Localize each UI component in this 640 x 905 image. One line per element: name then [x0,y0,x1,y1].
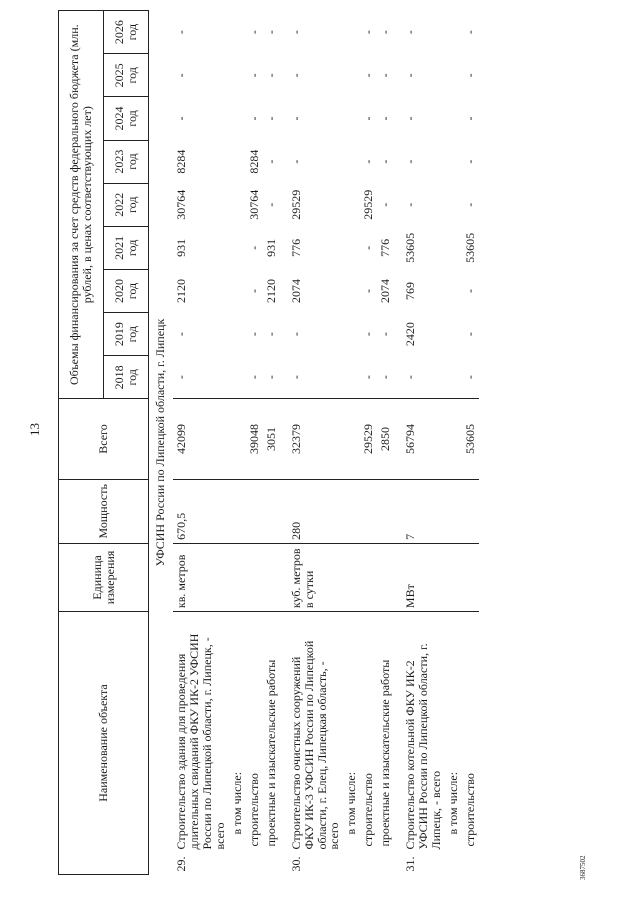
sub-year-value: - [263,30,278,35]
empty-cell [445,97,462,140]
empty-cell [343,226,360,269]
sub-year-value: - [463,202,478,207]
sub-year-value: - [378,73,393,78]
empty-cell [343,269,360,312]
financing-table [58,10,479,875]
sub-row [377,11,394,875]
sub-year-value: - [378,332,393,337]
empty-cell [343,140,360,183]
sub-year-value: - [263,116,278,121]
sub-year-value: 8284 [246,149,261,174]
sub-total: 53605 [462,399,479,479]
header-year: 2025 год [104,54,149,97]
header-year: 2021 год [104,226,149,269]
sub-year-value: - [361,30,376,35]
empty-cell [263,479,280,543]
empty-cell [343,356,360,399]
object-total: 32379 [280,399,344,479]
object-year-value: - [288,332,303,337]
region-title: УФСИН России по Липецкой области, г. Липецк [153,318,167,567]
object-year-value: 8284 [173,149,188,174]
empty-cell [462,543,479,611]
sub-year-value: 53605 [463,232,478,263]
sub-year-value: - [463,159,478,164]
empty-cell [445,479,462,543]
sub-row [462,11,479,875]
sub-year-value: - [378,116,393,121]
empty-cell [343,313,360,356]
sub-year-value: - [463,73,478,78]
sub-year-value: - [361,332,376,337]
empty-cell [445,11,462,54]
sub-name: проектные и изыскательские работы [377,612,394,875]
sub-row [263,11,280,875]
object-unit: кв. метров [173,543,229,611]
empty-cell [229,140,246,183]
object-capacity: 7 [394,479,445,543]
object-number: 29. [173,856,188,872]
object-unit: МВт [394,543,445,611]
sub-year-value: - [246,245,261,250]
empty-cell [343,183,360,226]
object-year-value: - [288,375,303,380]
object-name: Строительство очистных сооружений ФКУ ИК-3 УФСИН России по Липецкой области, г. Елец, Липецкая область, - всего [288,640,342,850]
sub-year-value: 931 [263,238,278,257]
sub-name: строительство [246,612,263,875]
sub-year-value: 29529 [361,189,376,220]
including-row [445,11,462,875]
sub-year-value: - [263,332,278,337]
empty-cell [445,399,462,479]
sub-year-value: - [263,73,278,78]
sub-year-value: - [361,73,376,78]
sub-year-value: - [246,30,261,35]
object-row [280,11,344,875]
object-number: 30. [288,856,303,872]
empty-cell [360,543,377,611]
header-name: Наименование объекта [59,612,149,875]
empty-cell [445,269,462,312]
empty-cell [462,479,479,543]
object-year-value: - [173,116,188,121]
sub-year-value: - [463,332,478,337]
sub-year-value: - [361,245,376,250]
sub-total: 29529 [360,399,377,479]
empty-cell [343,399,360,479]
object-name: Строительство котельной ФКУ ИК-2 УФСИН России по Липецкой области, г. Липецк, - всего [403,643,444,850]
sub-name: строительство [462,612,479,875]
sub-name: строительство [360,612,377,875]
sub-year-value: - [246,116,261,121]
sub-year-value: - [378,375,393,380]
sub-year-value: - [463,375,478,380]
empty-cell [229,399,246,479]
empty-cell [445,313,462,356]
object-year-value: 931 [173,238,188,257]
sub-year-value: - [463,30,478,35]
empty-cell [343,479,360,543]
table-header [59,11,149,875]
object-year-value: - [403,202,418,207]
header-unit: Единица измерения [59,543,149,611]
empty-cell [229,226,246,269]
object-name: Строительство здания для проведения длительных свиданий ФКУ ИК-2 УФСИН России по Липецкой области, г. Липецк, - всего [173,633,227,850]
object-year-value: 2074 [288,279,303,304]
object-year-value: - [173,375,188,380]
object-year-value: - [403,73,418,78]
sub-year-value: - [463,289,478,294]
object-year-value: 53605 [403,232,418,263]
sub-year-value: 2120 [263,279,278,304]
object-year-value: - [403,30,418,35]
sub-year-value: - [378,202,393,207]
sub-year-value: 776 [378,238,393,257]
object-year-value: 776 [288,238,303,257]
empty-cell [445,140,462,183]
sub-year-value: - [263,159,278,164]
region-row [149,11,173,875]
object-year-value: 2420 [403,322,418,347]
including-label: в том числе: [343,612,360,875]
page-number: 13 [27,423,42,436]
sub-year-value: - [246,332,261,337]
sub-year-value: - [361,375,376,380]
rotated-table-container [58,10,583,875]
header-year: 2019 год [104,313,149,356]
empty-cell [377,479,394,543]
object-row [394,11,445,875]
object-row [173,11,229,875]
empty-cell [445,226,462,269]
empty-cell [246,543,263,611]
object-year-value: - [288,73,303,78]
empty-cell [229,356,246,399]
including-row [229,11,246,875]
empty-cell [229,313,246,356]
empty-cell [445,183,462,226]
object-capacity: 670,5 [173,479,229,543]
object-total: 42099 [173,399,229,479]
header-year: 2024 год [104,97,149,140]
header-year: 2022 год [104,183,149,226]
sub-year-value: - [378,30,393,35]
sub-total: 39048 [246,399,263,479]
sub-year-value: - [378,159,393,164]
header-year: 2018 год [104,356,149,399]
object-year-value: - [288,116,303,121]
object-name-cell [173,612,229,875]
header-total: Всего [59,399,149,479]
sub-year-value: - [361,159,376,164]
empty-cell [229,11,246,54]
empty-cell [343,543,360,611]
object-year-value: - [288,159,303,164]
empty-cell [246,479,263,543]
object-year-value: 769 [403,282,418,301]
object-year-value: 30764 [173,189,188,220]
empty-cell [229,97,246,140]
sub-row [246,11,263,875]
object-year-value: - [403,116,418,121]
including-label: в том числе: [445,612,462,875]
header-year: 2026 год [104,11,149,54]
empty-cell [377,543,394,611]
sub-year-value: 2074 [378,279,393,304]
object-year-value: - [403,375,418,380]
object-name-cell [280,612,344,875]
empty-cell [229,269,246,312]
object-year-value: - [403,159,418,164]
sub-row [360,11,377,875]
header-budget: Объемы финансирования за счет средств федерального бюджета (млн. рублей, в ценах соответствующих лет) [59,11,104,399]
sub-year-value: - [463,116,478,121]
sub-year-value: - [361,289,376,294]
sub-year-value: - [263,375,278,380]
sub-total: 2850 [377,399,394,479]
sub-year-value: - [246,73,261,78]
object-name-cell [394,612,445,875]
object-year-value: 29529 [288,189,303,220]
sub-name: проектные и изыскательские работы [263,612,280,875]
object-year-value: - [173,332,188,337]
empty-cell [229,479,246,543]
empty-cell [229,54,246,97]
empty-cell [445,356,462,399]
empty-cell [229,183,246,226]
empty-cell [343,11,360,54]
header-capacity: Мощность [59,479,149,543]
including-row [343,11,360,875]
sub-year-value: - [361,116,376,121]
empty-cell [343,54,360,97]
object-year-value: - [173,73,188,78]
empty-cell [445,54,462,97]
sub-year-value: - [246,375,261,380]
empty-cell [343,97,360,140]
object-total: 56794 [394,399,445,479]
sub-year-value: - [263,202,278,207]
empty-cell [229,543,246,611]
sub-year-value: - [246,289,261,294]
object-year-value: - [173,30,188,35]
empty-cell [263,543,280,611]
empty-cell [360,479,377,543]
header-year: 2023 год [104,140,149,183]
table-body [149,11,480,875]
object-year-value: - [288,30,303,35]
object-year-value: 2120 [173,279,188,304]
header-year: 2020 год [104,269,149,312]
sub-total: 3051 [263,399,280,479]
including-label: в том числе: [229,612,246,875]
document-code: 3687502 [579,855,587,880]
object-capacity: 280 [280,479,344,543]
sub-year-value: 30764 [246,189,261,220]
object-number: 31. [403,856,418,872]
empty-cell [445,543,462,611]
object-unit: куб. метров в сутки [280,543,344,611]
